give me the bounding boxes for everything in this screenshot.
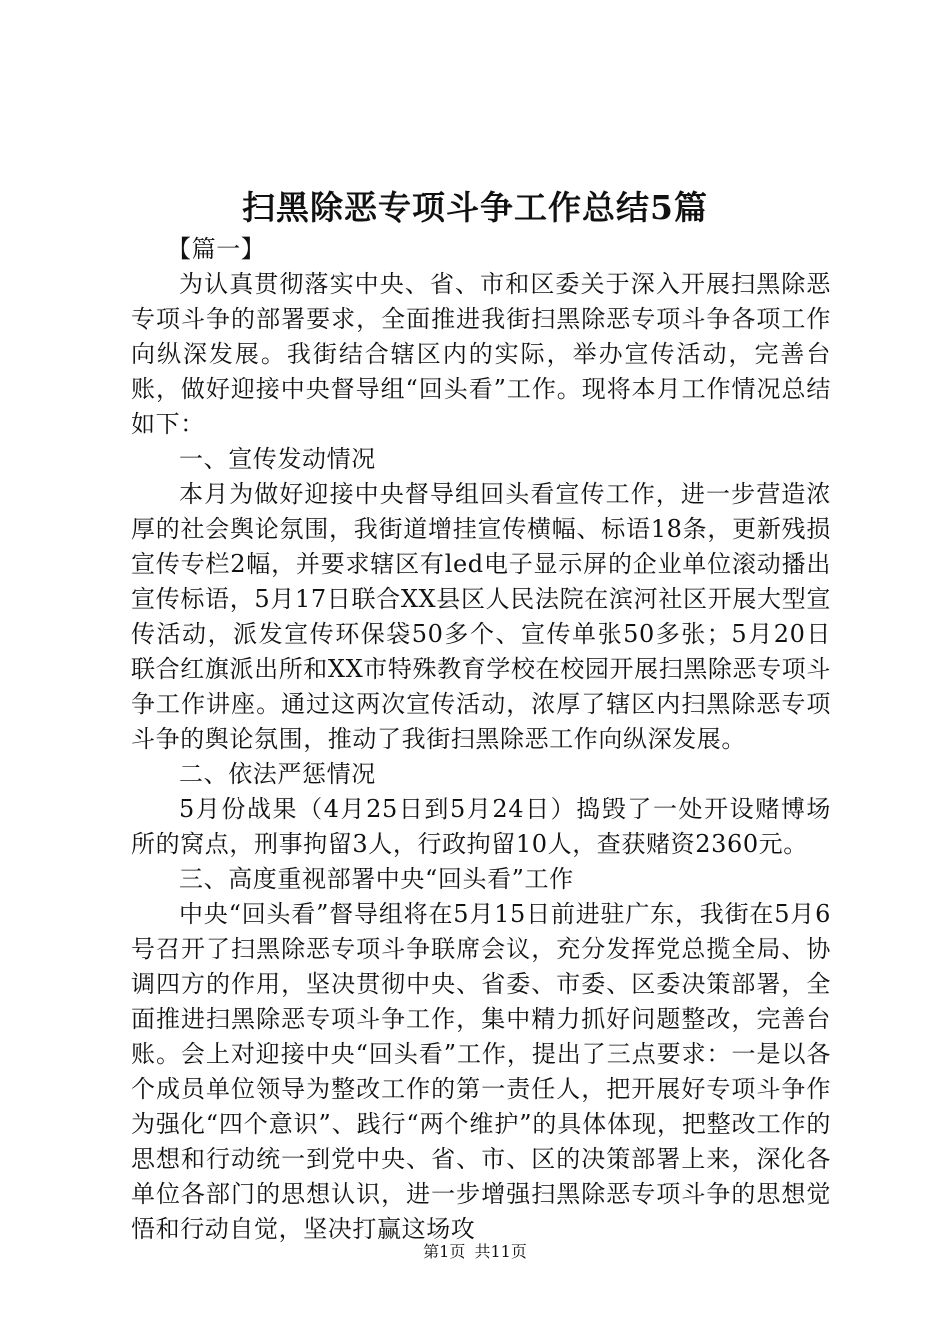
page-number: 第1页 xyxy=(423,1242,466,1261)
document-title: 扫黑除恶专项斗争工作总结5篇 xyxy=(242,188,708,227)
paragraph-review: 中央“回头看”督导组将在5月15日前进驻广东，我街在5月6号召开了扫黑除恶专项斗争联席会议，充分发挥党总揽全局、协调四方的作用，坚决贯彻中央、省委、市委、区委决策部署，全面推进扫黑除恶专项斗争工作，集中精力抓好问题整改，完善台账。会上对迎接中央“回头看”工作，提出了三点要求：一是以各个成员单位领导为整改工作的第一责任人，把开展好专项斗争作为强化“四个意识”、践行“两个维护”的具体体现，把整改工作的思想和行动统一到党中央、省、市、区的决策部署上来，深化各单位各部门的思想认识，进一步增强扫黑除恶专项斗争的思想觉悟和行动自觉，坚决打赢这场攻 xyxy=(131,900,831,1243)
paragraph-punishment: 5月份战果（4月25日到5月24日）捣毁了一处开设赌博场所的窝点，刑事拘留3人，行政拘留10人，查获赌资2360元。 xyxy=(131,795,831,858)
document-body xyxy=(131,232,831,1247)
paragraph-intro: 为认真贯彻落实中央、省、市和区委关于深入开展扫黑除恶专项斗争的部署要求，全面推进我街扫黑除恶专项斗争各项工作向纵深发展。我街结合辖区内的实际，举办宣传活动，完善台账，做好迎接中央督导组“回头看”工作。现将本月工作情况总结如下： xyxy=(131,270,831,438)
heading-review: 三、高度重视部署中央“回头看”工作 xyxy=(179,865,574,893)
paragraph-publicity: 本月为做好迎接中央督导组回头看宣传工作，进一步营造浓厚的社会舆论氛围，我街道增挂宣传横幅、标语18条，更新残损宣传专栏2幅，并要求辖区有led电子显示屏的企业单位滚动播出宣传标语，5月17日联合XX县区人民法院在滨河社区开展大型宣传活动，派发宣传环保袋50多个、宣传单张50多张；5月20日联合红旗派出所和XX市特殊教育学校在校园开展扫黑除恶专项斗争工作讲座。通过这两次宣传活动，浓厚了辖区内扫黑除恶专项斗争的舆论氛围，推动了我街扫黑除恶工作向纵深发展。 xyxy=(131,480,831,753)
page-total: 共11页 xyxy=(474,1242,527,1261)
section-label: 【篇一】 xyxy=(167,235,266,263)
heading-publicity: 一、宣传发动情况 xyxy=(179,445,376,473)
page-footer xyxy=(0,1240,950,1264)
heading-punishment: 二、依法严惩情况 xyxy=(179,760,376,788)
